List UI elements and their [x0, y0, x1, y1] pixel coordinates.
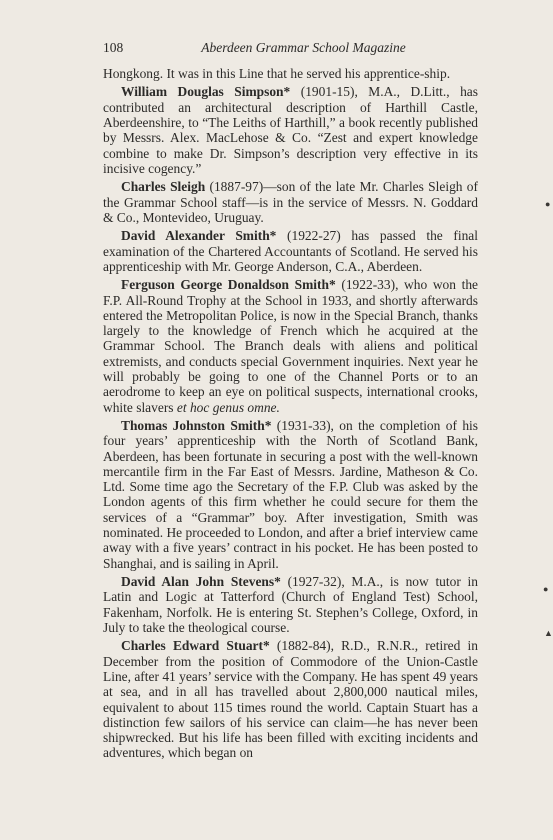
ink-speck-mark: ●	[543, 584, 549, 594]
entry-simpson-william: William Douglas Simpson* (1901-15), M.A., D.Litt., has contributed an architectural description of Harthill Castle, Aberdeenshire, to “The Leiths of Harthill,” a book recently published by Messrs. Alex. MacLehose & Co. “Zest and expert knowledge combine to make Dr. Simpson’s description very effective in its incisive cogency.”	[103, 84, 478, 176]
entry-sleigh-charles: Charles Sleigh (1887-97)—son of the late Mr. Charles Sleigh of the Grammar School staff—is in the service of Messrs. N. Goddard & Co., Montevideo, Uruguay.	[103, 179, 478, 225]
page-number: 108	[103, 40, 124, 55]
entry-name: Thomas Johnston Smith*	[121, 418, 272, 433]
entry-smith-thomas: Thomas Johnston Smith* (1931-33), on the completion of his four years’ apprenticeship with the North of Scotland Bank, Aberdeen, has been fortunate in securing a post with the well-known mercantile firm in the Far East of Messrs. Jardine, Matheson & Co. Ltd. Some time ago the Secretary of the F.P. Club was asked by the London agents of this firm whether he could secure for them the services of a “Grammar” boy. After investigation, Smith was nominated. He proceeded to London, and after a brief interview came away with a five years’ contract in his pocket. He has been posted to Shanghai, and is sailing in April.	[103, 418, 478, 571]
ink-speck-mark: ▲	[544, 628, 553, 638]
entry-name: William Douglas Simpson*	[121, 84, 291, 100]
entry-smith-david-alexander: David Alexander Smith* (1922-27) has passed the final examination of the Chartered Accountants of Scotland. He served his apprenticeship with Mr. George Anderson, C.A., Aberdeen.	[103, 228, 478, 274]
entry-name: Charles Edward Stuart*	[121, 638, 270, 654]
entry-name: Charles Sleigh	[121, 179, 206, 195]
page-header	[103, 40, 478, 58]
entry-name: Ferguson George Donaldson Smith*	[121, 277, 336, 293]
article-body	[103, 66, 478, 764]
entry-stevens-david: David Alan John Stevens* (1927-32), M.A., is now tutor in Latin and Logic at Tatterford (Church of England Test) School, Fakenham, Norfolk. He is entering St. Stephen’s College, Oxford, in July to take the theological course.	[103, 574, 479, 635]
paragraph-continuation: Hongkong. It was in this Line that he served his apprentice-ship.	[103, 66, 451, 81]
entry-name: David Alexander Smith*	[121, 228, 277, 244]
ink-speck-mark: ●	[545, 199, 551, 209]
entry-smith-ferguson: Ferguson George Donaldson Smith* (1922-33), who won the F.P. All-Round Trophy at the School in 1933, and shortly afterwards entered the Metropolitan Police, is now in the Special Branch, thanks largely to the knowledge of French which he acquired at the Grammar School. The Branch deals with aliens and political extremists, and conducts special Government inquiries. Next year he will probably be going to one of the Channel Ports or to an aerodrome to keep an eye on political suspects, international crooks, white slavers et hoc genus omne.	[103, 277, 479, 415]
running-title: Aberdeen Grammar School Magazine	[201, 40, 406, 55]
latin-phrase: et hoc genus omne.	[176, 399, 280, 415]
entry-stuart-charles: Charles Edward Stuart* (1882-84), R.D., R.N.R., retired in December from the position of Commodore of the Union-Castle Line, after 41 years’ service with the Company. He has spent 49 years at sea, and in all has travelled about 2,800,000 nautical miles, equivalent to about 115 times round the world. Captain Stuart has a distinction few sailors of his service can claim—he has never been shipwrecked. But his life has been filled with exciting incidents and adventures, which began on	[103, 638, 479, 761]
entry-name: David Alan John Stevens*	[121, 574, 281, 590]
